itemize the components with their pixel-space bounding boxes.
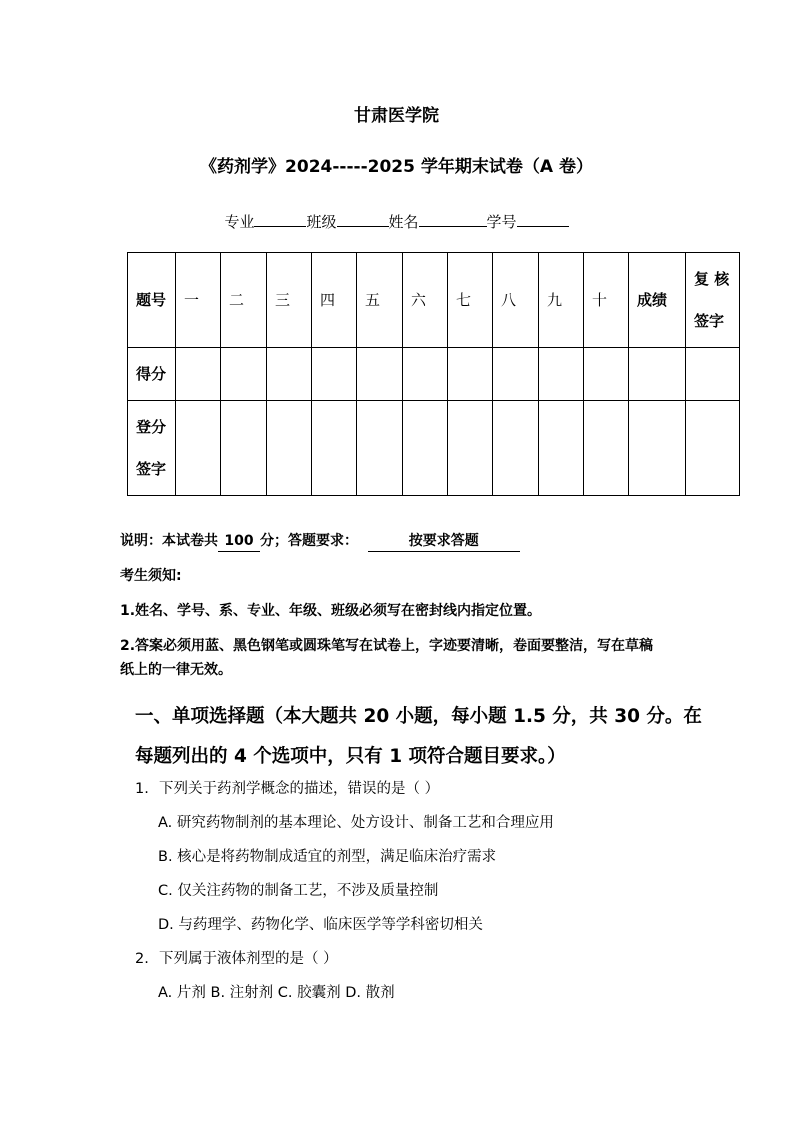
question-text: 下列关于药剂学概念的描述，错误的是（ ） — [159, 781, 440, 797]
question-1-option-b[interactable]: B. 核心是将药物制成适宜的剂型，满足临床治疗需求 — [158, 849, 497, 865]
notice-item-2-line1: 2.答案必须用蓝、黑色钢笔或圆珠笔写在试卷上，字迹要清晰，卷面要整洁，写在草稿 — [120, 638, 654, 654]
question-2 — [135, 949, 338, 969]
score-cell[interactable] — [403, 348, 448, 401]
question-text: 下列属于液体剂型的是（ ） — [159, 951, 338, 967]
major-field[interactable] — [254, 210, 306, 227]
score-cell[interactable] — [312, 348, 357, 401]
col-10: 十 — [584, 253, 629, 348]
question-1 — [135, 779, 439, 799]
sign-row — [128, 401, 740, 496]
total-points: 100 — [218, 531, 260, 552]
section1-heading-line2: 每题列出的 4 个选项中，只有 1 项符合题目要求。） — [135, 746, 566, 767]
sign-row-label-line2: 签字 — [136, 460, 167, 478]
sign-cell[interactable] — [357, 401, 403, 496]
school-title: 甘肃医学院 — [354, 106, 439, 126]
sign-cell[interactable] — [312, 401, 357, 496]
col-5: 五 — [357, 253, 403, 348]
col-7: 七 — [448, 253, 493, 348]
review-sign-line2: 签字 — [694, 312, 725, 330]
notice-title: 考生须知: — [120, 568, 182, 584]
question-1-option-a[interactable]: A. 研究药物制剂的基本理论、处方设计、制备工艺和合理应用 — [158, 815, 554, 831]
col-2: 二 — [221, 253, 267, 348]
score-cell[interactable] — [357, 348, 403, 401]
exam-description — [120, 531, 520, 552]
score-table-header-row — [128, 253, 740, 348]
section1-heading-line1: 一、单项选择题（本大题共 20 小题，每小题 1.5 分，共 30 分。在 — [135, 706, 702, 727]
col-3: 三 — [267, 253, 312, 348]
score-cell[interactable] — [584, 348, 629, 401]
student-info-line — [0, 210, 793, 233]
sign-cell[interactable] — [584, 401, 629, 496]
student-id-label: 学号 — [486, 213, 517, 231]
sign-cell[interactable] — [176, 401, 221, 496]
question-number-header: 题号 — [128, 253, 176, 348]
col-1: 一 — [176, 253, 221, 348]
score-cell[interactable] — [686, 348, 740, 401]
score-cell[interactable] — [629, 348, 686, 401]
sign-cell[interactable] — [403, 401, 448, 496]
name-field[interactable] — [419, 210, 487, 227]
col-8: 八 — [493, 253, 539, 348]
score-cell[interactable] — [448, 348, 493, 401]
col-4: 四 — [312, 253, 357, 348]
total-score-header: 成绩 — [629, 253, 686, 348]
major-label: 专业 — [224, 213, 255, 231]
class-label: 班级 — [306, 213, 337, 231]
score-row — [128, 348, 740, 401]
sign-cell[interactable] — [539, 401, 584, 496]
question-number: 2. — [135, 951, 149, 967]
sign-cell[interactable] — [267, 401, 312, 496]
exam-title: 《药剂学》2024-----2025 学年期末试卷（A 卷） — [200, 157, 593, 177]
col-9: 九 — [539, 253, 584, 348]
question-2-options[interactable]: A. 片剂 B. 注射剂 C. 胶囊剂 D. 散剂 — [158, 985, 395, 1001]
notice-item-1: 1.姓名、学号、系、专业、年级、班级必须写在密封线内指定位置。 — [120, 603, 542, 619]
desc-prefix: 说明：本试卷共 — [120, 533, 218, 549]
review-sign-header — [686, 253, 740, 348]
question-number: 1. — [135, 781, 149, 797]
name-label: 姓名 — [388, 213, 419, 231]
class-field[interactable] — [337, 210, 389, 227]
sign-cell[interactable] — [686, 401, 740, 496]
score-cell[interactable] — [539, 348, 584, 401]
sign-cell[interactable] — [221, 401, 267, 496]
col-6: 六 — [403, 253, 448, 348]
sign-cell[interactable] — [629, 401, 686, 496]
score-cell[interactable] — [493, 348, 539, 401]
sign-cell[interactable] — [448, 401, 493, 496]
score-cell[interactable] — [221, 348, 267, 401]
review-sign-line1: 复 核 — [694, 270, 730, 288]
student-id-field[interactable] — [517, 210, 569, 227]
sign-cell[interactable] — [493, 401, 539, 496]
answer-requirement: 按要求答题 — [368, 531, 520, 552]
score-cell[interactable] — [267, 348, 312, 401]
desc-mid: 分；答题要求： — [260, 533, 358, 549]
score-table — [127, 252, 740, 496]
question-1-option-c[interactable]: C. 仅关注药物的制备工艺，不涉及质量控制 — [158, 883, 439, 899]
sign-row-label-line1: 登分 — [136, 418, 167, 436]
score-cell[interactable] — [176, 348, 221, 401]
question-1-option-d[interactable]: D. 与药理学、药物化学、临床医学等学科密切相关 — [158, 917, 483, 933]
sign-row-label — [128, 401, 176, 496]
score-row-label: 得分 — [128, 348, 176, 401]
notice-item-2-line2: 纸上的一律无效。 — [120, 662, 232, 678]
